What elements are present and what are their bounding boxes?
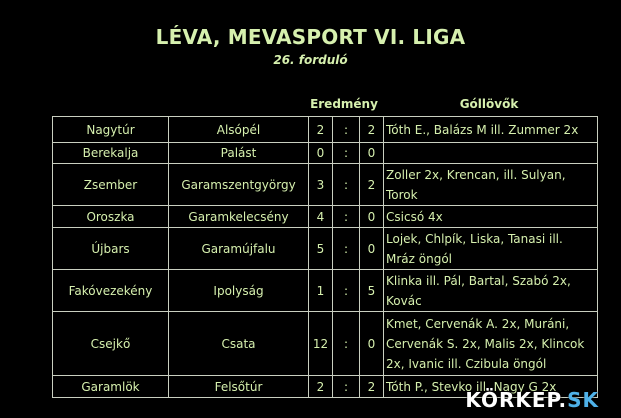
away-goals: 0	[360, 228, 384, 270]
home-goals: 5	[309, 228, 333, 270]
goal-scorers: Kmet, Cervenák A. 2x, Muráni, Cervenák S. 2x, Malis 2x, Klincok 2x, Ivanic ill. Czibula öngól	[384, 312, 598, 376]
away-team: Felsőtúr	[169, 376, 309, 398]
score-separator: :	[333, 228, 360, 270]
away-team: Ipolyság	[169, 270, 309, 312]
score-separator: :	[333, 206, 360, 228]
home-goals: 2	[309, 376, 333, 398]
scorers-column-header: Góllövők	[459, 97, 519, 111]
home-team: Oroszka	[53, 206, 169, 228]
home-goals: 2	[309, 117, 333, 143]
home-team: Újbars	[53, 228, 169, 270]
score-separator: :	[333, 312, 360, 376]
home-team: Zsember	[53, 164, 169, 206]
away-team: Garamújfalu	[169, 228, 309, 270]
home-team: Nagytúr	[53, 117, 169, 143]
home-goals: 1	[309, 270, 333, 312]
away-goals: 2	[360, 376, 384, 398]
home-goals: 12	[309, 312, 333, 376]
goal-scorers: Lojek, Chlpík, Liska, Tanasi ill. Mráz öngól	[384, 228, 598, 270]
away-goals: 0	[360, 312, 384, 376]
result-column-header: Eredmény	[310, 97, 378, 111]
page-title: LÉVA, MEVASPORT VI. LIGA	[155, 25, 466, 49]
away-goals: 5	[360, 270, 384, 312]
goal-scorers: Zoller 2x, Krencan, ill. Sulyan, Torok	[384, 164, 598, 206]
score-separator: :	[333, 164, 360, 206]
watermark-suffix: SK	[567, 388, 599, 412]
home-goals: 4	[309, 206, 333, 228]
goal-scorers	[384, 143, 598, 164]
match-row	[53, 270, 598, 312]
home-goals: 0	[309, 143, 333, 164]
home-team: Csejkő	[53, 312, 169, 376]
home-team: Fakóvezekény	[53, 270, 169, 312]
match-row	[53, 228, 598, 270]
round-subtitle: 26. forduló	[273, 53, 348, 67]
korkep-logo-watermark	[465, 388, 599, 412]
goal-scorers: Tóth P., Stevko ill. Nagy G 2x	[384, 376, 598, 398]
home-team: Garamlök	[53, 376, 169, 398]
match-row	[53, 164, 598, 206]
away-team: Garamkelecsény	[169, 206, 309, 228]
match-row	[53, 312, 598, 376]
score-separator: :	[333, 117, 360, 143]
goal-scorers: Tóth E., Balázs M ill. Zummer 2x	[384, 117, 598, 143]
away-team: Garamszentgyörgy	[169, 164, 309, 206]
match-row	[53, 143, 598, 164]
score-separator: :	[333, 376, 360, 398]
goal-scorers: Klinka ill. Pál, Bartal, Szabó 2x, Kovác	[384, 270, 598, 312]
away-goals: 2	[360, 164, 384, 206]
score-separator: :	[333, 270, 360, 312]
watermark-main: KÖRKEP.	[465, 388, 568, 412]
goal-scorers: Csicsó 4x	[384, 206, 598, 228]
match-row	[53, 206, 598, 228]
home-goals: 3	[309, 164, 333, 206]
home-team: Berekalja	[53, 143, 169, 164]
away-team: Alsópél	[169, 117, 309, 143]
away-team: Palást	[169, 143, 309, 164]
away-goals: 0	[360, 143, 384, 164]
away-team: Csata	[169, 312, 309, 376]
match-row	[53, 117, 598, 143]
score-separator: :	[333, 143, 360, 164]
results-table	[52, 116, 598, 398]
away-goals: 2	[360, 117, 384, 143]
away-goals: 0	[360, 206, 384, 228]
